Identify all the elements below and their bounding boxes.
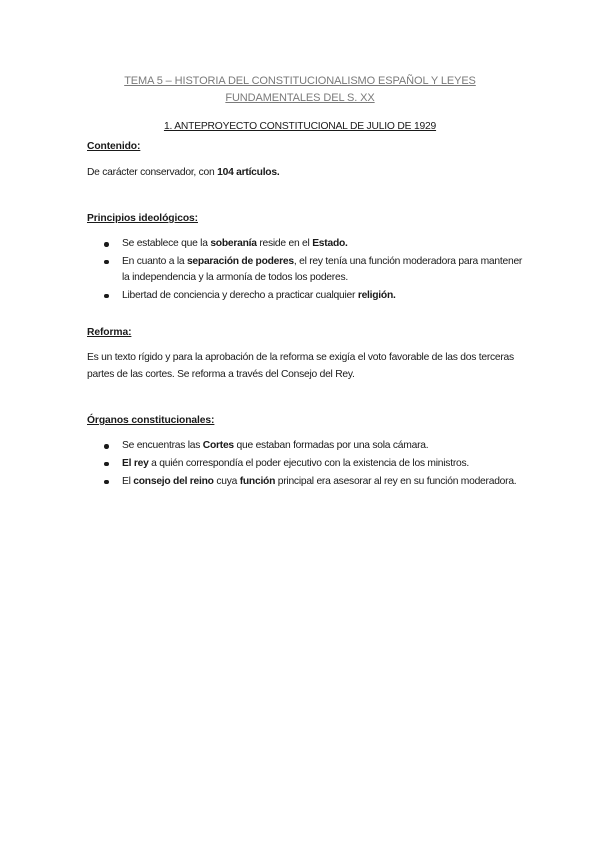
list-item-text: principal era asesorar al rey en su función moderadora. xyxy=(275,475,517,487)
organos-list xyxy=(87,438,527,491)
list-item-text: Se encuentras las xyxy=(122,440,203,451)
list-item xyxy=(87,456,527,472)
contenido-text-part: De carácter conservador, con xyxy=(87,167,218,178)
list-item xyxy=(87,438,527,454)
document-title xyxy=(60,73,540,107)
list-item xyxy=(87,474,527,490)
reforma-text: Es un texto rígido y para la aprobación de la reforma se exigía el voto favorable de las dos terceras partes de las cortes. Se reforma a través del Consejo del Rey. xyxy=(87,352,514,380)
contenido-heading: Contenido: xyxy=(87,141,141,152)
bullet-icon xyxy=(104,294,109,299)
list-item-text: cuya xyxy=(213,475,240,487)
bullet-icon xyxy=(104,462,109,467)
list-item-text: Libertad de conciencia y derecho a practicar cualquier xyxy=(122,289,358,301)
list-item-bold: Cortes xyxy=(202,440,234,451)
list-item-text: El xyxy=(122,475,134,487)
list-item-bold: El rey xyxy=(122,457,149,469)
section-title: 1. ANTEPROYECTO CONSTITUCIONAL DE JULIO DE 1929 xyxy=(163,121,437,132)
organos-heading: Órganos constitucionales: xyxy=(87,415,215,426)
list-item-bold: función xyxy=(239,475,276,487)
principios-heading: Principios ideológicos: xyxy=(87,213,198,224)
list-item-text: En cuanto a la xyxy=(122,255,187,267)
bullet-icon xyxy=(104,480,109,485)
list-item-bold: Estado. xyxy=(312,238,348,249)
list-item xyxy=(87,288,527,304)
list-item-bold: consejo del reino xyxy=(133,475,214,487)
title-line-2: FUNDAMENTALES DEL S. XX xyxy=(225,92,375,104)
list-item-text: a quién correspondía el poder ejecutivo con la existencia de los ministros. xyxy=(148,457,469,469)
list-item xyxy=(87,236,527,252)
bullet-icon xyxy=(104,260,109,265)
bullet-icon xyxy=(104,444,109,449)
list-item-text: , el rey tenía una función moderadora para mantener la independencia y la armonía de todos los poderes. xyxy=(122,255,523,284)
list-item-text: Se establece que la xyxy=(122,238,211,249)
principios-list xyxy=(87,236,527,306)
contenido-text xyxy=(87,164,527,181)
list-item-bold: religión. xyxy=(357,289,396,301)
bullet-icon xyxy=(104,242,109,247)
list-item-bold: separación de poderes xyxy=(186,255,294,267)
list-item-bold: soberanía xyxy=(210,238,257,249)
contenido-text-bold: 104 artículos. xyxy=(217,167,280,178)
list-item-text: que estaban formadas por una sola cámara. xyxy=(233,440,429,451)
list-item xyxy=(87,254,527,287)
reforma-heading: Reforma: xyxy=(87,327,132,338)
list-item-text: reside en el xyxy=(256,238,313,249)
title-line-1: TEMA 5 – HISTORIA DEL CONSTITUCIONALISMO ESPAÑOL Y LEYES xyxy=(124,75,476,87)
